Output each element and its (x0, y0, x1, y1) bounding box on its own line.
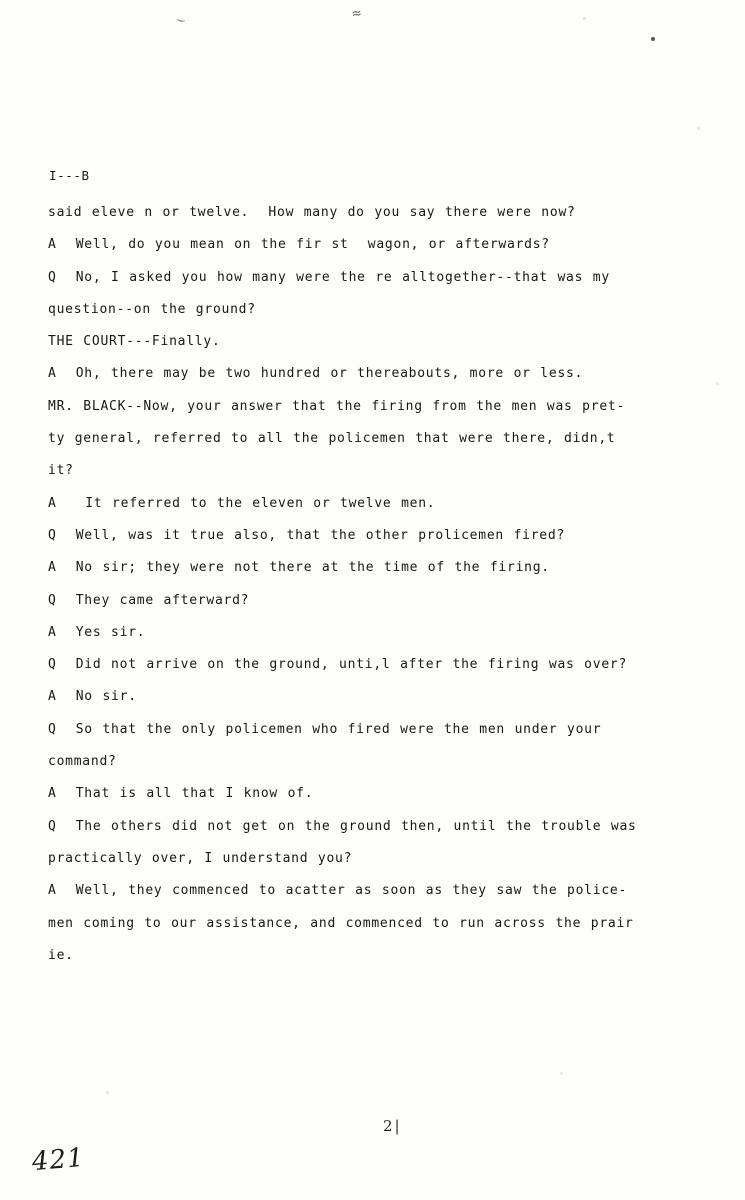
transcript-line: A It referred to the eleven or twelve men. (48, 495, 436, 511)
transcript-line: Q Did not arrive on the ground, unti,l after the firing was over? (48, 657, 628, 673)
transcript-line: A No sir. (48, 689, 137, 705)
archive-stamp-number: 421 (30, 1142, 86, 1178)
scan-speck-icon (583, 17, 586, 20)
transcript-line: practically over, I understand you? (48, 850, 353, 866)
transcript-line: question--on the ground? (48, 301, 256, 317)
transcript-line: A Well, they commenced to acatter as soon as they saw the police- (48, 883, 628, 899)
transcript-line: men coming to our assistance, and commenced to run across the prair (48, 915, 634, 931)
scan-speck-icon (716, 382, 719, 385)
scan-speck-icon (697, 127, 700, 130)
document-header-label: I---B (49, 168, 90, 183)
transcript-line: A No sir; they were not there at the time of the firing. (48, 560, 550, 576)
transcript-line: said eleve n or twelve. How many do you say there were now? (48, 205, 576, 220)
scan-speck-icon (106, 1091, 109, 1094)
transcript-line: A Yes sir. (48, 624, 146, 640)
transcript-line: Q The others did not get on the ground then, until the trouble was (48, 818, 637, 834)
transcript-line: ie. (48, 947, 74, 963)
page-number: 2| (383, 1117, 402, 1135)
scan-speck-icon (651, 37, 655, 41)
transcript-line: THE COURT---Finally. (48, 334, 221, 350)
transcript-line: it? (48, 463, 74, 479)
transcript-body (48, 168, 688, 980)
scan-mark-left-icon: ⌣ (174, 9, 188, 29)
transcript-line: Q Well, was it true also, that the other prolicemen fired? (48, 527, 566, 543)
scan-speck-icon (560, 1072, 563, 1075)
transcript-line: Q No, I asked you how many were the re alltogether--that was my (48, 269, 610, 285)
transcript-line: MR. BLACK--Now, your answer that the firing from the men was pret- (48, 398, 626, 414)
transcript-line: A That is all that I know of. (48, 786, 314, 802)
transcript-line: A Well, do you mean on the fir st wagon, or afterwards? (48, 237, 550, 253)
transcript-line: command? (48, 754, 117, 770)
transcript-line: A Oh, there may be two hundred or thereabouts, more or less. (48, 366, 584, 382)
transcript-line: Q So that the only policemen who fired were the men under your (48, 721, 602, 737)
transcript-line: ty general, referred to all the policemen that were there, didn,t (48, 431, 616, 447)
scan-mark-center-icon: ≈ (350, 3, 363, 23)
transcript-line: Q They came afterward? (48, 592, 250, 608)
